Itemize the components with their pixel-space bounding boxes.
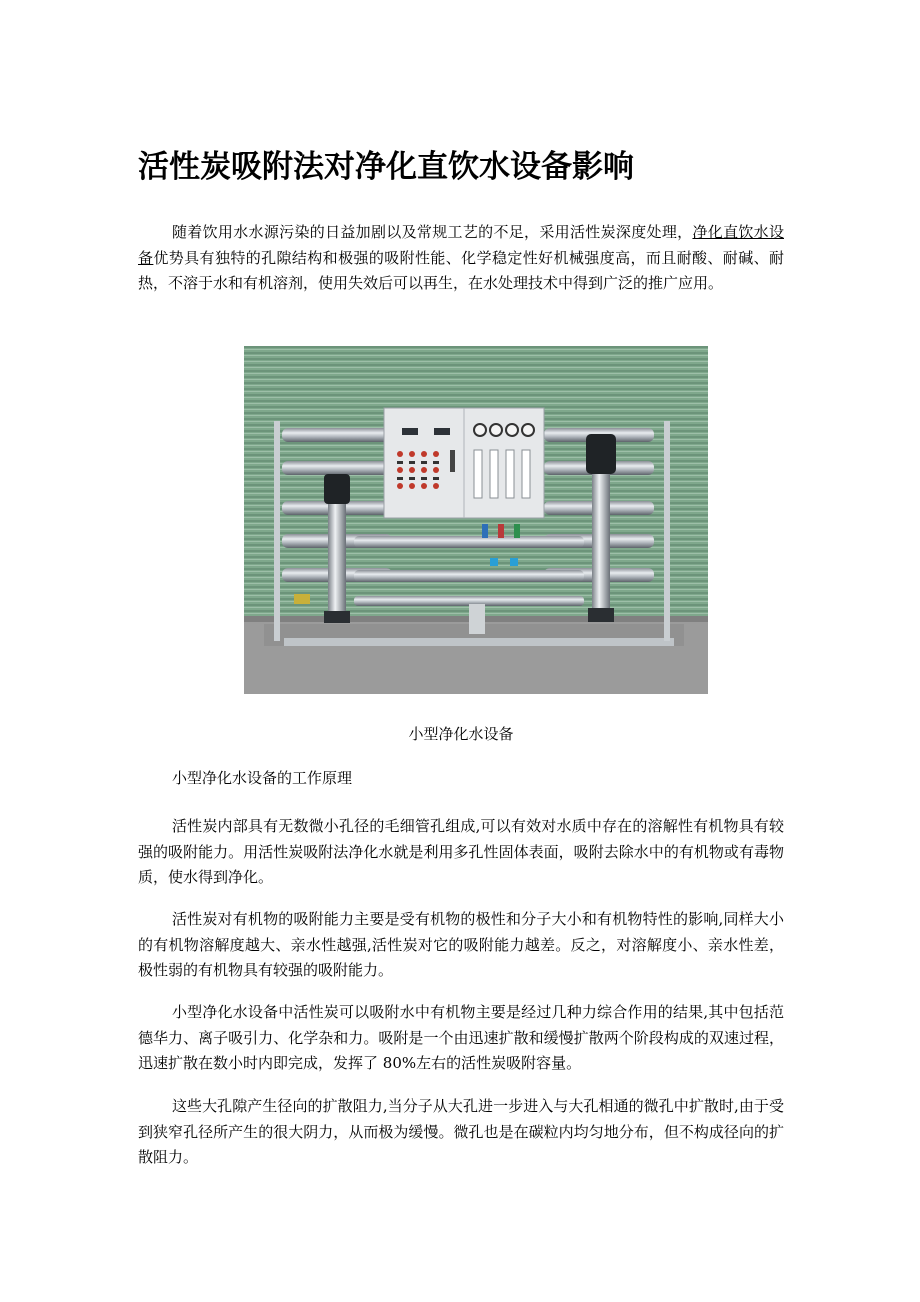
- paragraph-3: 小型净化水设备中活性炭可以吸附水中有机物主要是经过几种力综合作用的结果,其中包括范德华力、离子吸引力、化学杂和力。吸附是一个由迅速扩散和缓慢扩散两个阶段构成的双速过程，迅速扩散在数小时内即完成，发挥了 80%左右的活性炭吸附容量。: [138, 1003, 784, 1072]
- section-subheading: 小型净化水设备的工作原理: [172, 769, 353, 787]
- water-purification-equipment-photo: [244, 346, 708, 694]
- intro-text-after-link: 优势具有独特的孔隙结构和极强的吸附性能、化学稳定性好机械强度高，而且耐酸、耐碱、耐热，不溶于水和有机溶剂，使用失效后可以再生，在水处理技术中得到广泛的推广应用。: [138, 248, 784, 292]
- product-link[interactable]: 净化直饮水设备: [138, 223, 784, 267]
- figure-caption: 小型净化水设备: [408, 725, 514, 743]
- paragraph-1: 活性炭内部具有无数微小孔径的毛细管孔组成,可以有效对水质中存在的溶解性有机物具有较强的吸附能力。用活性炭吸附法净化水就是利用多孔性固体表面，吸附去除水中的有机物或有毒物质，使水得到净化。: [138, 817, 784, 886]
- paragraph-4: 这些大孔隙产生径向的扩散阻力,当分子从大孔进一步进入与大孔相通的微孔中扩散时,由于受到狭窄孔径所产生的很大阴力，从而极为缓慢。微孔也是在碳粒内均匀地分布，但不构成径向的扩散阻力。: [138, 1097, 784, 1166]
- page-title: 活性炭吸附法对净化直饮水设备影响: [138, 149, 634, 185]
- intro-text-before-link: 随着饮用水水源污染的日益加剧以及常规工艺的不足，采用活性炭深度处理，: [172, 223, 693, 241]
- paragraph-2: 活性炭对有机物的吸附能力主要是受有机物的极性和分子大小和有机物特性的影响,同样大小的有机物溶解度越大、亲水性越强,活性炭对它的吸附能力越差。反之，对溶解度小、亲水性差，极性弱的有机物具有较强的吸附能力。: [138, 910, 784, 979]
- intro-paragraph: [138, 220, 784, 297]
